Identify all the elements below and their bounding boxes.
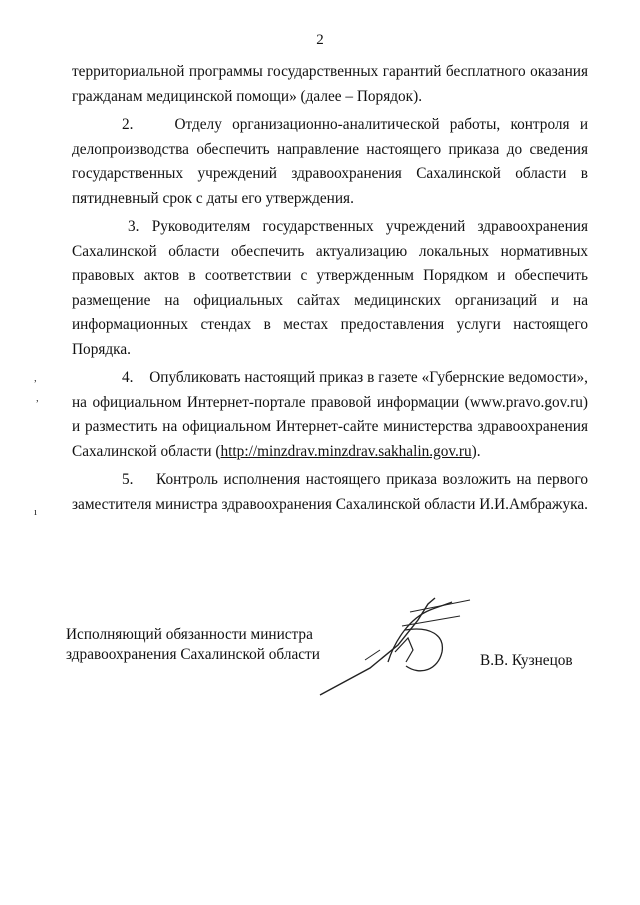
document-body [72,60,588,517]
margin-mark: , [34,372,37,384]
margin-mark: , [36,392,39,404]
item-number: 4. [122,369,134,386]
item-text: Опубликовать настоящий приказ в газете «Губернские ведомости», на официальном Интернет-портале правовой информации (www.pravo.gov.ru) и разместить на официальном Интернет-сайте министерства здравоохранения Сахалинской области ( [72,369,588,460]
item-text-after: ). [471,442,481,460]
intro-paragraph: территориальной программы государственных гарантий бесплатного оказания гражданам медицинской помощи» (далее – Порядок). [72,63,588,105]
item-number: 5. [122,471,134,488]
item-5-paragraph [72,468,588,517]
page-number: 2 [316,32,324,48]
item-3-paragraph [72,215,588,362]
handwritten-signature [310,590,490,710]
signer-name: В.В. Кузнецов [480,652,573,669]
item-text: Руководителям государственных учреждений здравоохранения Сахалинской области обеспечить актуализацию локальных нормативных правовых актов в соответствии с утвержденным Порядком и обеспечить размещение на официальных сайтах медицинских организаций и на информационных стендах в местах предоставления услуги настоящего Порядка. [72,218,588,358]
signer-title-line-1: Исполняющий обязанности министра [66,626,313,643]
ministry-website-link[interactable]: http://minzdrav.minzdrav.sakhalin.gov.ru [220,442,472,460]
item-2-paragraph [72,113,588,211]
item-4-paragraph [72,366,588,464]
signer-title-line-2: здравоохранения Сахалинской области [66,646,320,663]
item-number: 2. [122,116,134,133]
item-text: Отделу организационно-аналитической работы, контроля и делопроизводства обеспечить направление настоящего приказа до сведения государственных учреждений здравоохранения Сахалинской области в пятидневный срок с даты его утверждения. [72,116,588,207]
item-number: 3. [128,218,140,235]
margin-mark: ı [34,506,38,518]
item-text: Контроль исполнения настоящего приказа возложить на первого заместителя министра здравоохранения Сахалинской области И.И.Амбражука. [72,471,588,513]
